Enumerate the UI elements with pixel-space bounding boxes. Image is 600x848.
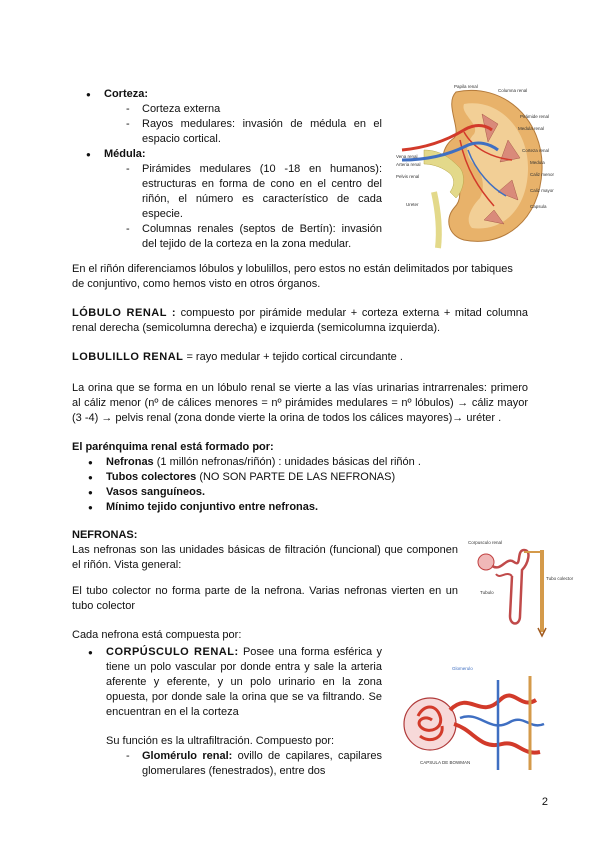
nefronas-paragraph-2: El tubo colector no forma parte de la nefrona. Varias nefronas vierten en un tubo colector [72, 585, 458, 612]
label-papila-renal: Papila renal [454, 84, 478, 89]
corteza-heading: ● Corteza: [86, 87, 382, 102]
corpusculo-section [88, 645, 382, 779]
label-corteza-renal: Corteza renal [522, 148, 550, 153]
label-ureter: Ureter [406, 202, 419, 207]
lobulo-renal-term: LÓBULO RENAL : [72, 307, 177, 319]
medula-item-1: - Pirámides medulares (10 -18 en humanos): estructuras en forma de cono en el centro del riñón, el número es característico de cada especie. [124, 162, 382, 222]
corteza-item-2: - Rayos medulares: invasión de médula en el espacio cortical. [124, 117, 382, 147]
label-piramide-renal: Pirámide renal [520, 114, 550, 119]
label-tubo-colector: Tubo colector [546, 576, 574, 581]
lobulillo-renal-term: LOBULILLO RENAL [72, 351, 184, 363]
orina-paragraph: La orina que se forma en un lóbulo renal se vierte a las vías urinarias intrarrenales: primero al cáliz menor (nº de cálices menores = nº pirámides medulares = nº lóbulos) → cáliz mayor (3 -4) → pelvis renal (zona donde vierte la orina de todos los cálices mayores)→ uréter . [72, 382, 528, 424]
corpusculo-funcion: Su función es la ultrafiltración. Compuesto por: [106, 735, 335, 747]
nefronas-paragraph-3: Cada nefrona está compuesta por: [72, 629, 242, 641]
lobulos-intro: En el riñón diferenciamos lóbulos y lobulillos, pero estos no están delimitados por tabiques de conjuntivo, como hemos visto en otros órganos. [72, 263, 513, 290]
label-vena-renal: Vena renal [396, 154, 418, 159]
label-caliz-mayor: Caliz mayor [530, 188, 554, 193]
lobulo-renal-text: compuesto por pirámide medular + corteza externa + mitad columna renal derecha (semicolumna derecha) e izquierda (semicolumna izquierda). [72, 307, 529, 334]
label-tubulo: Tubulo [480, 590, 494, 595]
glomerulo-text: ovillo de capilares, capilares glomerulares (fenestrados), entre dos [142, 750, 382, 777]
medula-item-2: - Columnas renales (septos de Bertín): invasión del tejido de la corteza en la zona medular. [124, 222, 382, 252]
lobulo-renal-paragraph [72, 306, 528, 336]
label-medula-renal: Medula renal [518, 126, 545, 131]
parenquima-item-2: ● Tubos colectores (NO SON PARTE DE LAS NEFRONAS) [88, 470, 528, 485]
parenquima-item-1: ● Nefronas (1 millón nefronas/riñón) : unidades básicas del riñón . [88, 455, 528, 470]
corpusculo-text: Posee una forma esférica y tiene un polo vascular por donde entra y sale la arteria aferente y eferente, y un polo urinario en la zona opuesta, por donde sale la orina que se va filtrando. Se encuentran en el la corteza [106, 646, 382, 718]
label-caliz-menor: Caliz menor [530, 172, 555, 177]
nefronas-paragraph-1: Las nefronas son las unidades básicas de filtración (funcional) que componen el riñón. Vista general: [72, 544, 458, 571]
nefronas-heading: NEFRONAS: [72, 529, 138, 541]
lobulillo-renal-text: = rayo medular + tejido cortical circundante . [183, 351, 403, 363]
label-capsula: Capsula [530, 204, 547, 209]
glomerulo-term: Glomérulo renal: [142, 750, 233, 762]
label-columna-renal: Columna renal [498, 88, 528, 93]
structure-list [86, 87, 382, 252]
parenquima-heading: El parénquima renal está formado por: [72, 441, 274, 453]
label-medula: Medula [530, 160, 545, 165]
lobulillo-renal-paragraph [72, 350, 528, 365]
parenquima-item-4: ● Mínimo tejido conjuntivo entre nefronas. [88, 500, 528, 515]
kidney-diagram [394, 80, 554, 250]
label-capsula-bowman: CAPSULA DE BOWMAN [420, 760, 471, 765]
corpusculo-item [88, 645, 382, 720]
page-number: 2 [541, 796, 548, 808]
parenquima-section [72, 440, 528, 515]
medula-heading: ● Médula: [86, 147, 382, 162]
nephron-diagram [466, 536, 574, 640]
label-corpusculo: Corpusculo renal [468, 540, 503, 545]
parenquima-item-3: ● Vasos sanguíneos. [88, 485, 528, 500]
glomerulus-diagram [390, 660, 556, 776]
glomerulo-item [124, 749, 382, 779]
corteza-item-1: - Corteza externa [124, 102, 382, 117]
corpusculo-term: CORPÚSCULO RENAL: [106, 646, 239, 658]
label-arteria-renal: Arteria renal [396, 162, 421, 167]
label-glomerulo: Glomerulo [452, 666, 473, 671]
label-pelvis-renal: Pelvis renal [396, 174, 420, 179]
